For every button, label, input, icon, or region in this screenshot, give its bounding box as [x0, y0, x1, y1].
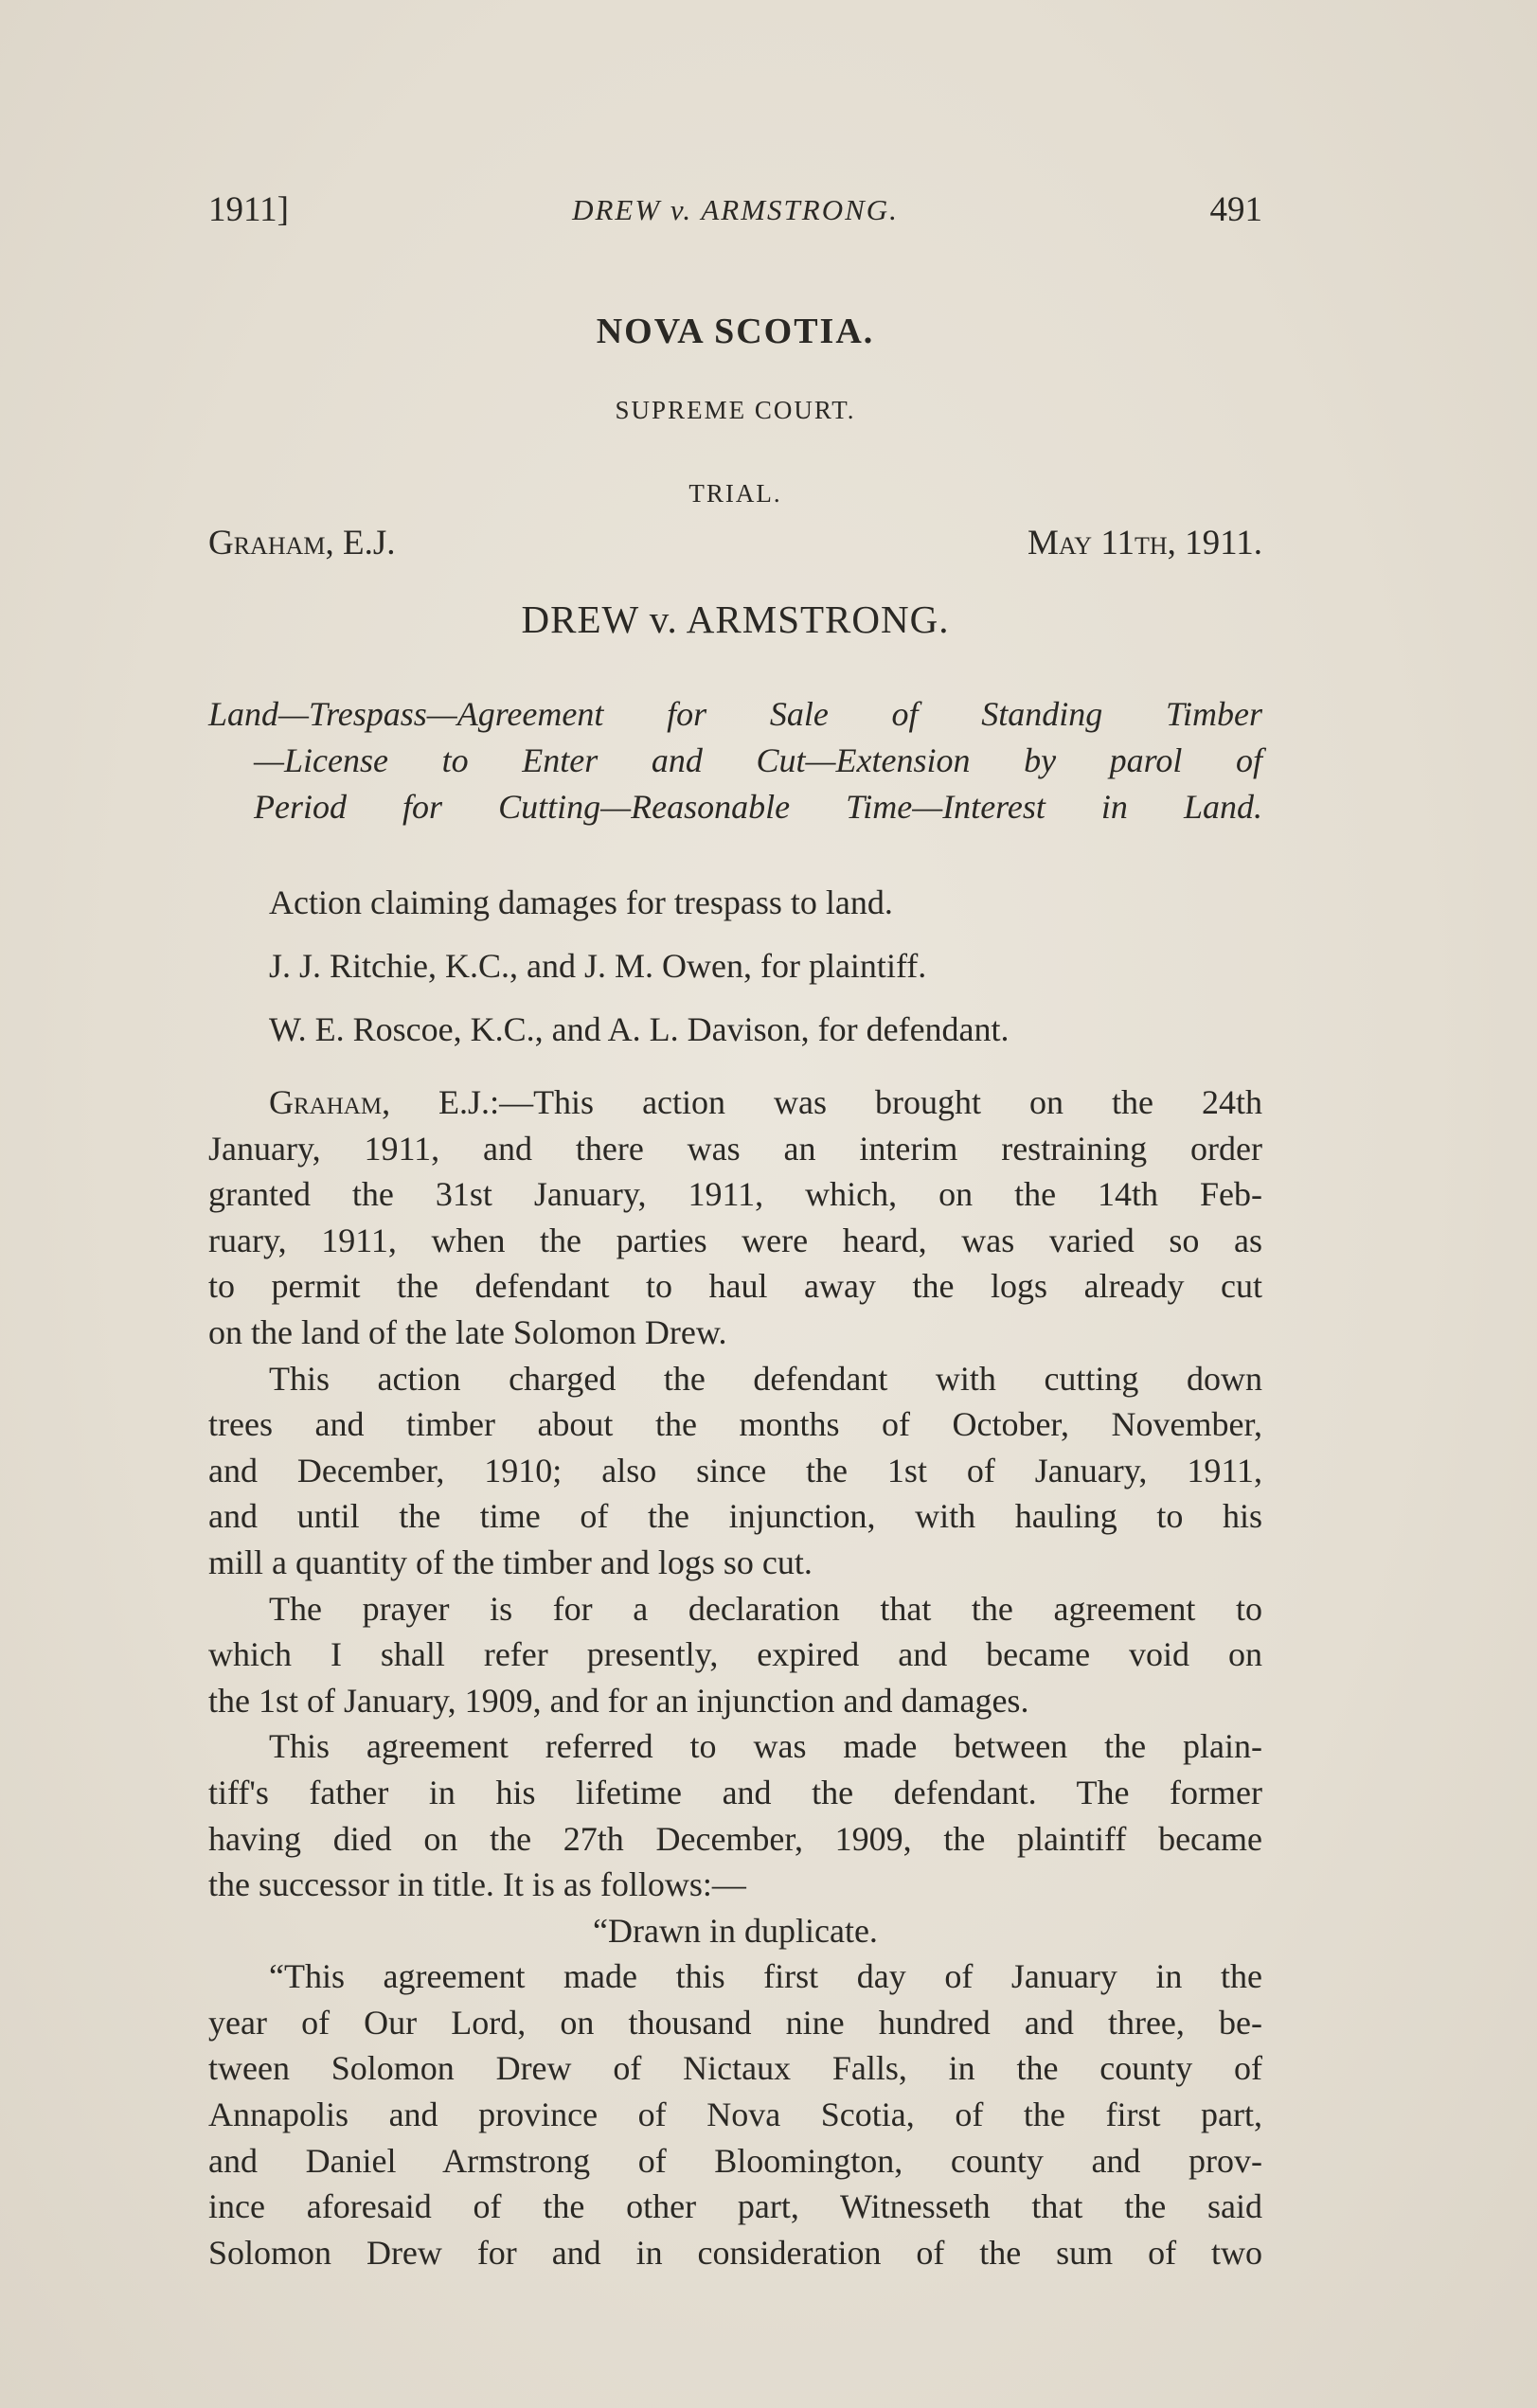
- paragraph: [208, 1586, 1262, 1632]
- text-line: January, 1911, and there was an interim restraining order: [208, 1129, 1262, 1168]
- text-line: on the land of the late Solomon Drew.: [208, 1312, 727, 1351]
- paragraph-continuation: [208, 1770, 1262, 1908]
- judge-speaker: Graham, E.J.: [269, 1083, 491, 1121]
- paragraph: [208, 1953, 1262, 2000]
- case-title: DREW v. ARMSTRONG.: [521, 598, 950, 641]
- jurisdiction-heading: NOVA SCOTIA.: [596, 312, 875, 351]
- text-line: ruary, 1911, when the parties were heard, was varied so as: [208, 1221, 1262, 1259]
- text-line: “This agreement made this first day of January in the: [269, 1957, 1262, 1996]
- text-line: the successor in title. It is as follows:—: [208, 1865, 746, 1904]
- text-line: ince aforesaid of the other part, Witnesseth that the said: [208, 2187, 1262, 2226]
- judge-name: Graham, E.J.: [208, 524, 396, 562]
- text-line: The prayer is for a declaration that the agreement to: [269, 1589, 1262, 1628]
- court-heading: SUPREME COURT.: [615, 396, 856, 424]
- trial-heading: TRIAL.: [688, 479, 782, 508]
- text-line: which I shall refer presently, expired and became void on: [208, 1635, 1262, 1674]
- headnote-line: —License to Enter and Cut—Extension by parol of: [254, 741, 1262, 779]
- text-line: tiff's father in his lifetime and the defendant. The former: [208, 1773, 1262, 1811]
- headnote: [208, 691, 1262, 830]
- text-line: and December, 1910; also since the 1st of January, 1911,: [208, 1451, 1262, 1489]
- paragraph: [208, 1079, 1262, 1126]
- text-line: granted the 31st January, 1911, which, on the 14th Feb-: [208, 1175, 1262, 1214]
- headnote-line: Period for Cutting—Reasonable Time—Interest in Land.: [254, 788, 1262, 826]
- text-line: tween Solomon Drew of Nictaux Falls, in the county of: [208, 2049, 1262, 2088]
- paragraph: [208, 1356, 1262, 1402]
- headnote-line: Land—Trespass—Agreement for Sale of Standing Timber: [208, 695, 1262, 733]
- text-line: year of Our Lord, on thousand nine hundred and three, be-: [208, 2003, 1262, 2042]
- paragraph-continuation: [208, 1401, 1262, 1585]
- running-head-title: DREW v. ARMSTRONG.: [572, 193, 899, 226]
- counsel-defendant: W. E. Roscoe, K.C., and A. L. Davison, for defendant.: [269, 1010, 1010, 1048]
- text-line: Solomon Drew for and in consideration of the sum of two: [208, 2233, 1262, 2272]
- judgment-body: [208, 1079, 1262, 2275]
- text-line: and until the time of the injunction, with hauling to his: [208, 1497, 1262, 1536]
- quote-heading: “Drawn in duplicate.: [593, 1911, 878, 1950]
- text-line: Annapolis and province of Nova Scotia, of the first part,: [208, 2096, 1262, 2134]
- text-line: :—This action was brought on the 24th: [490, 1083, 1262, 1121]
- page-number: 491: [1209, 190, 1262, 229]
- action-statement: Action claiming damages for trespass to land.: [269, 883, 893, 921]
- counsel-plaintiff: J. J. Ritchie, K.C., and J. M. Owen, for plaintiff.: [269, 947, 927, 985]
- text-line: This action charged the defendant with cutting down: [269, 1359, 1262, 1398]
- running-head-year: 1911]: [208, 190, 289, 229]
- text-line: the 1st of January, 1909, and for an injunction and damages.: [208, 1681, 1029, 1720]
- case-preliminaries: [208, 871, 1262, 1061]
- running-head: [208, 189, 1262, 237]
- text-line: mill a quantity of the timber and logs so cut.: [208, 1543, 813, 1581]
- paragraph-continuation: [208, 1632, 1262, 1723]
- text-line: This agreement referred to was made between the plain-: [269, 1727, 1262, 1766]
- text-line: to permit the defendant to haul away the logs already cut: [208, 1267, 1262, 1306]
- paragraph-continuation: [208, 2000, 1262, 2276]
- text-line: having died on the 27th December, 1909, the plaintiff became: [208, 1819, 1262, 1858]
- judge-date-line: [208, 523, 1262, 570]
- text-line: and Daniel Armstrong of Bloomington, county and prov-: [208, 2141, 1262, 2180]
- paragraph: [208, 1723, 1262, 1770]
- decision-date: May 11th, 1911.: [1028, 524, 1262, 562]
- text-line: trees and timber about the months of October, November,: [208, 1405, 1262, 1444]
- paragraph-continuation: [208, 1126, 1262, 1356]
